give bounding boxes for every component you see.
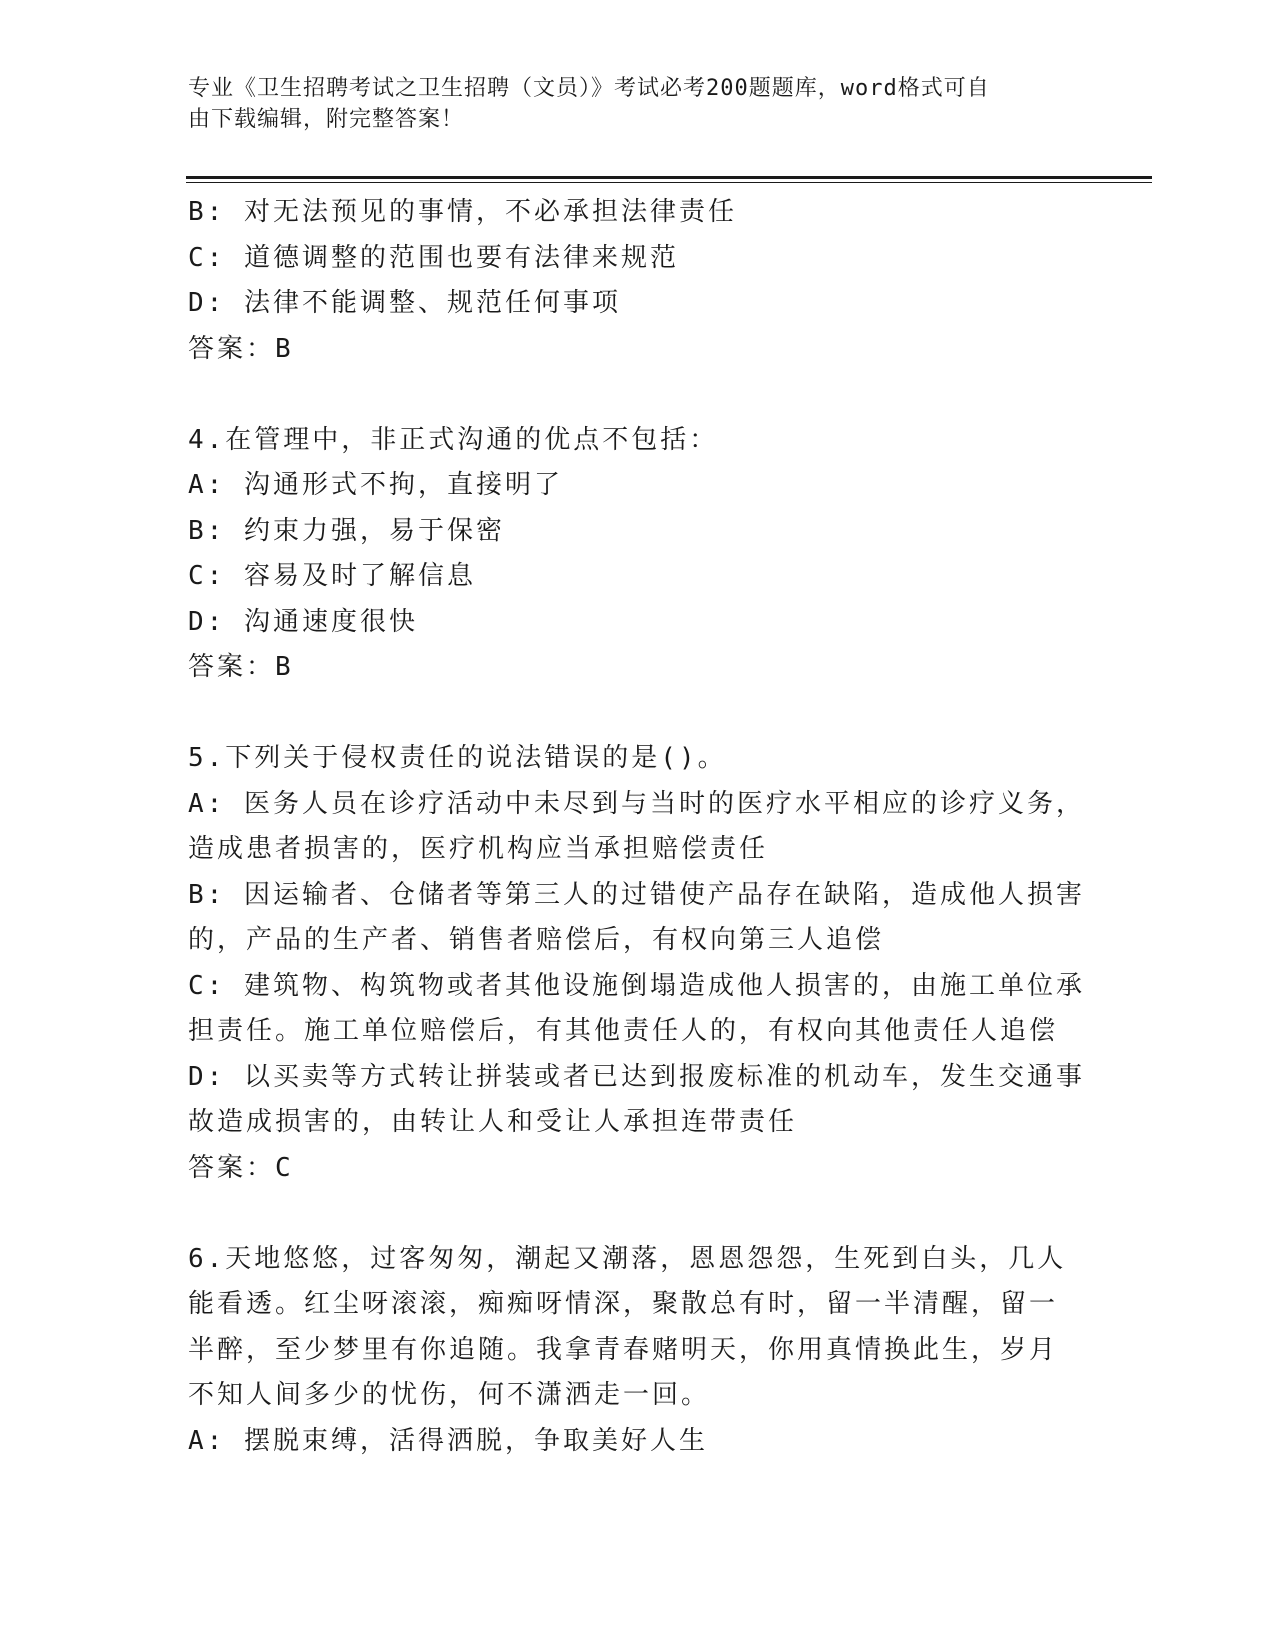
answer: 答案：B — [188, 652, 294, 682]
question-3 — [188, 190, 1088, 372]
option-b-line-2: 的，产品的生产者、销售者赔偿后，有权向第三人追偿 — [188, 925, 885, 955]
answer: 答案：B — [188, 333, 294, 364]
header-line-1: 专业《卫生招聘考试之卫生招聘（文员）》考试必考200题题库，word格式可自 — [188, 76, 990, 101]
option-a: A: 摆脱束缚，活得洒脱，争取美好人生 — [188, 1425, 708, 1456]
answer: 答案：C — [188, 1152, 294, 1183]
question-stem-line-1: 6.天地悠悠，过客匆匆，潮起又潮落，恩恩怨怨，生死到白头，几人 — [188, 1243, 1067, 1274]
header-rule-thin — [186, 182, 1152, 183]
option-a: A: 沟通形式不拘，直接明了 — [188, 470, 563, 500]
option-c-line-1: C: 建筑物、构筑物或者其他设施倒塌造成他人损害的，由施工单位承 — [188, 970, 1085, 1001]
option-a-line-1: A: 医务人员在诊疗活动中未尽到与当时的医疗水平相应的诊疗义务， — [188, 788, 1085, 819]
document-header — [188, 73, 1068, 135]
option-d: D: 沟通速度很快 — [188, 606, 418, 637]
question-stem-line-3: 半醉，至少梦里有你追随。我拿青春赌明天，你用真情换此生，岁月 — [188, 1334, 1059, 1365]
question-stem-line-2: 能看透。红尘呀滚滚，痴痴呀情深，聚散总有时，留一半清醒，留一 — [188, 1289, 1059, 1319]
option-c: C: 道德调整的范围也要有法律来规范 — [188, 242, 679, 273]
question-stem: 4.在管理中，非正式沟通的优点不包括： — [188, 424, 719, 455]
option-c-line-2: 担责任。施工单位赔偿后，有其他责任人的，有权向其他责任人追偿 — [188, 1016, 1059, 1046]
question-4 — [188, 418, 1088, 691]
header-line-2: 由下载编辑，附完整答案！ — [188, 107, 465, 132]
option-c: C: 容易及时了解信息 — [188, 561, 476, 591]
option-b: B: 对无法预见的事情，不必承担法律责任 — [188, 197, 737, 227]
header-rule-thick — [186, 176, 1152, 179]
option-d-line-2: 故造成损害的，由转让人和受让人承担连带责任 — [188, 1107, 798, 1137]
question-stem: 5.下列关于侵权责任的说法错误的是()。 — [188, 743, 727, 773]
option-d-line-1: D: 以买卖等方式转让拼装或者已达到报废标准的机动车，发生交通事 — [188, 1061, 1085, 1092]
option-a-line-2: 造成患者损害的，医疗机构应当承担赔偿责任 — [188, 834, 769, 864]
question-list — [188, 190, 1088, 1464]
option-b: B: 约束力强，易于保密 — [188, 515, 505, 546]
option-d: D: 法律不能调整、规范任何事项 — [188, 288, 621, 318]
question-6 — [188, 1237, 1088, 1465]
spacer — [188, 691, 1088, 737]
spacer — [188, 372, 1088, 418]
question-stem-line-4: 不知人间多少的忧伤，何不潇洒走一回。 — [188, 1380, 711, 1410]
question-5 — [188, 736, 1088, 1191]
option-b-line-1: B: 因运输者、仓储者等第三人的过错使产品存在缺陷，造成他人损害 — [188, 879, 1085, 910]
spacer — [188, 1191, 1088, 1237]
